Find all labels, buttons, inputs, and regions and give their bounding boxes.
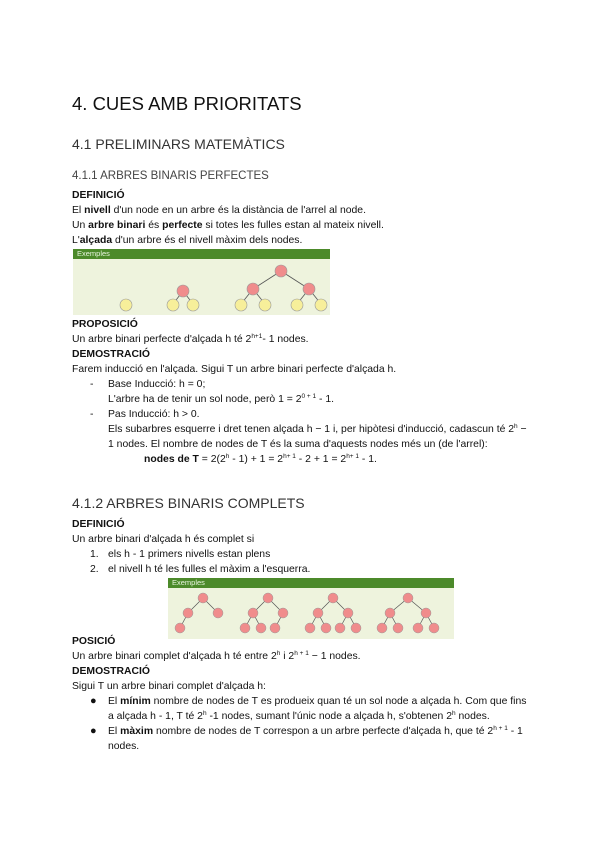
tree-node	[393, 623, 403, 633]
definition-line-perfect: Un arbre binari és perfecte si totes les fulles estan al mateix nivell.	[72, 220, 384, 231]
tree-node	[198, 593, 208, 603]
complete-trees-diagram	[168, 588, 454, 639]
tree-node	[270, 623, 280, 633]
tree-node	[240, 623, 250, 633]
position-label: POSICIÓ	[72, 636, 116, 647]
bullet-minimum: ● El mínim nombre de nodes de T es produeix quan té un sol node a alçada h. Com que fins a alçada h - 1, T té 2$^h$ -1 nodes, sumant l'únic node a alçada h, s'obtenen 2$^h$ nodes.	[90, 695, 527, 722]
tree-node	[421, 608, 431, 618]
tree-node	[303, 283, 315, 295]
subsection-heading-perfect: 4.1.1 ARBRES BINARIS PERFECTES	[72, 170, 269, 182]
figure-banner: Exemples	[168, 578, 454, 588]
examples-figure-perfect	[73, 249, 330, 315]
tree-node	[315, 299, 327, 311]
subsection-heading-complete: 4.1.2 ARBRES BINARIS COMPLETS	[72, 495, 305, 511]
demonstration-intro: Sigui T un arbre binari complet d'alçada h:	[72, 681, 266, 692]
definition-label: DEFINICIÓ	[72, 519, 125, 530]
demonstration-label: DEMOSTRACIÓ	[72, 666, 150, 677]
proposition	[72, 317, 532, 347]
tree-node	[291, 299, 303, 311]
equation: nodes de $T = 2(2^h - 1) + 1 = 2^{h+ 1} - 2 + 1 = 2^{h+ 1} - 1$.	[144, 453, 377, 465]
section-heading: 4.1 PRELIMINARS MATEMÀTICS	[72, 136, 285, 152]
list-item-base: - Base Inducció: h = 0;	[90, 379, 206, 390]
tree-node	[278, 608, 288, 618]
tree-node	[248, 608, 258, 618]
bullet-maximum: ● El màxim nombre de nodes de T correspon a un arbre perfecte d'alçada h, que té $2^{h + 1} - 1$ nodes.	[90, 725, 523, 752]
perfect-trees-diagram	[73, 259, 330, 315]
tree-node	[120, 299, 132, 311]
position-text: Un arbre binari complet d'alçada h té entre 2$^h$ i $2^{h + 1} - 1$ nodes.	[72, 650, 361, 662]
page-title: 4. CUES AMB PRIORITATS	[72, 93, 302, 114]
tree-node	[313, 608, 323, 618]
position-statement	[72, 634, 532, 664]
tree-node	[343, 608, 353, 618]
list-item-step: - Pas Inducció: h > 0.	[90, 409, 200, 420]
demonstration-perfect	[72, 347, 532, 467]
tree-node	[183, 608, 193, 618]
definition-line-level: El nivell d'un node en un arbre és la distància de l'arrel al node.	[72, 205, 366, 216]
list-item-base-detail: L'arbre ha de tenir un sol node, però $1 = 2^{0 + 1} - 1$.	[108, 393, 335, 405]
tree-node	[259, 299, 271, 311]
tree-node	[187, 299, 199, 311]
tree-node	[213, 608, 223, 618]
tree-node	[335, 623, 345, 633]
tree-node	[429, 623, 439, 633]
demonstration-complete	[72, 664, 532, 754]
figure-banner: Exemples	[73, 249, 330, 259]
tree-node	[275, 265, 287, 277]
numbered-item-2: 2. el nivell h té les fulles el màxim a l'esquerra.	[90, 564, 311, 575]
definition-complete	[72, 517, 532, 577]
proposition-text: Un arbre binari perfecte d'alçada h té $2^{h+1}-$ 1 nodes.	[72, 333, 309, 345]
tree-node	[263, 593, 273, 603]
demonstration-intro: Farem inducció en l'alçada. Sigui T un arbre binari perfecte d'alçada h.	[72, 364, 397, 375]
tree-node	[247, 283, 259, 295]
tree-node	[403, 593, 413, 603]
examples-figure-complete	[168, 578, 454, 639]
definition-line-height: L'alçada d'un arbre és el nivell màxim dels nodes.	[72, 235, 303, 246]
demonstration-label: DEMOSTRACIÓ	[72, 349, 150, 360]
tree-node	[256, 623, 266, 633]
tree-node	[413, 623, 423, 633]
definition-label: DEFINICIÓ	[72, 190, 125, 201]
proposition-label: PROPOSICIÓ	[72, 319, 138, 330]
tree-node	[235, 299, 247, 311]
tree-node	[321, 623, 331, 633]
definition-perfect	[72, 188, 532, 248]
definition-intro: Un arbre binari d'alçada h és complet si	[72, 534, 255, 545]
tree-node	[377, 623, 387, 633]
tree-node	[328, 593, 338, 603]
tree-node	[385, 608, 395, 618]
tree-node	[305, 623, 315, 633]
tree-node	[167, 299, 179, 311]
tree-node	[177, 285, 189, 297]
tree-node	[175, 623, 185, 633]
numbered-item-1: 1. els h - 1 primers nivells estan plens	[90, 549, 271, 560]
tree-node	[351, 623, 361, 633]
list-item-step-detail: Els subarbres esquerre i dret tenen alçada h − 1 i, per hipòtesi d'inducció, cadascun té $2^h - 1$ nodes. El nombre de nodes de T és la suma d'aquests nodes més un (de l'arrel):	[108, 423, 527, 450]
